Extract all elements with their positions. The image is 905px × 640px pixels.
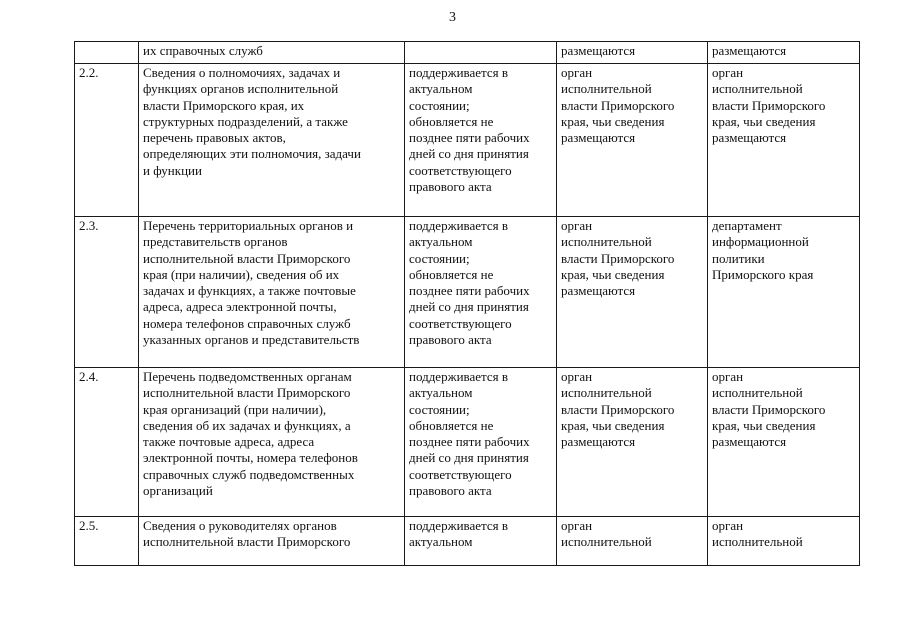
- row-number-cell: 2.3.: [75, 217, 139, 368]
- row-number-cell: 2.5.: [75, 517, 139, 566]
- page-number: 3: [449, 10, 456, 25]
- info-name-cell: их справочных служб: [139, 42, 405, 64]
- table-row: [75, 42, 860, 64]
- placement-body-cell: орган исполнительной власти Приморского края, чьи сведения размещаются: [708, 368, 860, 517]
- update-term-cell: поддерживается в актуальном: [405, 517, 557, 566]
- info-name-cell: Сведения о руководителях органов исполнительной власти Приморского: [139, 517, 405, 566]
- update-term-cell: [405, 42, 557, 64]
- placement-body-cell: орган исполнительной власти Приморского края, чьи сведения размещаются: [708, 64, 860, 217]
- info-table: [74, 41, 860, 566]
- table-row: [75, 64, 860, 217]
- responsible-body-cell: орган исполнительной: [557, 517, 708, 566]
- row-number-cell: 2.4.: [75, 368, 139, 517]
- responsible-body-cell: орган исполнительной власти Приморского края, чьи сведения размещаются: [557, 217, 708, 368]
- info-name-cell: Перечень территориальных органов и представительств органов исполнительной власти Приморского края (при наличии), сведения об их задачах и функциях, а также почтовые адреса, адреса электронной почты, номера телефонов справочных служб указанных органов и представительств: [139, 217, 405, 368]
- update-term-cell: поддерживается в актуальном состоянии; обновляется не позднее пяти рабочих дней со дня принятия соответствующего правового акта: [405, 217, 557, 368]
- row-number-cell: [75, 42, 139, 64]
- update-term-cell: поддерживается в актуальном состоянии; обновляется не позднее пяти рабочих дней со дня принятия соответствующего правового акта: [405, 368, 557, 517]
- responsible-body-cell: размещаются: [557, 42, 708, 64]
- responsible-body-cell: орган исполнительной власти Приморского края, чьи сведения размещаются: [557, 64, 708, 217]
- info-name-cell: Сведения о полномочиях, задачах и функциях органов исполнительной власти Приморского края, их структурных подразделений, а также перечень правовых актов, определяющих эти полномочия, задачи и функции: [139, 64, 405, 217]
- placement-body-cell: размещаются: [708, 42, 860, 64]
- info-name-cell: Перечень подведомственных органам исполнительной власти Приморского края организаций (при наличии), сведения об их задачах и функциях, а также почтовые адреса, адреса электронной почты, номера телефонов справочных служб подведомственных организаций: [139, 368, 405, 517]
- update-term-cell: поддерживается в актуальном состоянии; обновляется не позднее пяти рабочих дней со дня принятия соответствующего правового акта: [405, 64, 557, 217]
- placement-body-cell: орган исполнительной: [708, 517, 860, 566]
- table-row: [75, 517, 860, 566]
- responsible-body-cell: орган исполнительной власти Приморского края, чьи сведения размещаются: [557, 368, 708, 517]
- table-row: [75, 217, 860, 368]
- table-row: [75, 368, 860, 517]
- placement-body-cell: департамент информационной политики Приморского края: [708, 217, 860, 368]
- row-number-cell: 2.2.: [75, 64, 139, 217]
